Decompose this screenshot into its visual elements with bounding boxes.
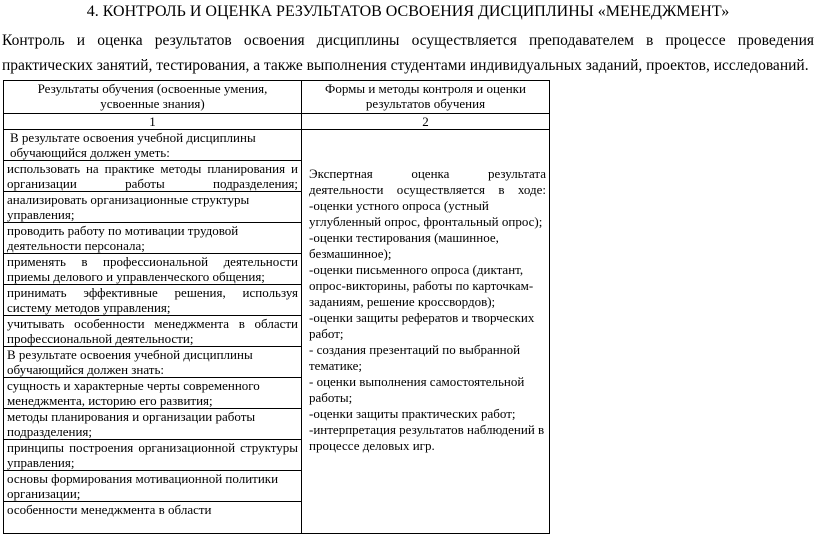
column-number-2: 2 (302, 114, 550, 130)
knowledge-item: принципы построения организационной структуры управления; (4, 440, 301, 471)
skill-item: анализировать организационные структуры управления; (4, 192, 301, 223)
skill-item: применять в профессиональной деятельности приемы делового и управленческого общения; (4, 254, 301, 285)
knowledge-item: методы планирования и организации работы подразделения; (4, 409, 301, 440)
skill-item: проводить работу по мотивации трудовой деятельности персонала; (4, 223, 301, 254)
method-item: - создания презентаций по выбранной тематике; (309, 342, 521, 373)
table-header-row (4, 81, 550, 114)
methods-cell (302, 130, 550, 534)
column-number-1: 1 (4, 114, 302, 130)
method-item: -интерпретация результатов наблюдений в процессе деловых игр. (309, 422, 545, 453)
intro-line-1: Контроль и оценка результатов освоения дисциплины осуществляется преподавателем в процессе проведения (2, 32, 814, 49)
results-cell (4, 130, 302, 534)
method-item: -оценки письменного опроса (диктант, опрос-викторины, работы по карточкам-заданиям, решение кроссвордов); (309, 262, 534, 309)
method-item: -оценки тестирования (машинное, безмашинное); (309, 230, 499, 261)
method-item: - оценки выполнения самостоятельной работы; (309, 374, 525, 405)
table-number-row (4, 114, 550, 130)
knowledge-intro: В результате освоения учебной дисциплины обучающийся должен знать: (4, 347, 301, 378)
knowledge-item: особенности менеджмента в области (7, 502, 212, 517)
skill-item: принимать эффективные решения, используя систему методов управления; (4, 285, 301, 316)
knowledge-item: основы формирования мотивационной политики организации; (4, 471, 301, 502)
header-methods: Формы и методы контроля и оценки результатов обучения (302, 81, 550, 114)
header-results: Результаты обучения (освоенные умения, усвоенные знания) (4, 81, 302, 114)
method-item: -оценки защиты рефератов и творческих работ; (309, 310, 535, 341)
table-body-row (4, 130, 550, 534)
skill-item: использовать на практике методы планирования и организации работы подразделения; (4, 161, 301, 192)
knowledge-item: сущность и характерные черты современного менеджмента, историю его развития; (4, 378, 301, 409)
section-heading: 4. КОНТРОЛЬ И ОЦЕНКА РЕЗУЛЬТАТОВ ОСВОЕНИЯ ДИСЦИПЛИНЫ «МЕНЕДЖМЕНТ» (86, 3, 730, 20)
method-item: -оценки устного опроса (устный углубленный опрос, фронтальный опрос); (309, 198, 543, 229)
skills-intro: В результате освоения учебной дисциплины обучающийся должен уметь: (4, 130, 301, 161)
assessment-table (3, 80, 550, 534)
intro-paragraph (2, 28, 814, 78)
intro-line-2: практических занятий, тестирования, а также выполнения студентами индивидуальных заданий, проектов, исследований. (2, 57, 809, 74)
skill-item: учитывать особенности менеджмента в области профессиональной деятельности; (4, 316, 301, 347)
method-item: -оценки защиты практических работ; (309, 406, 516, 421)
methods-intro: Экспертная оценка результата деятельности осуществляется в ходе: (309, 166, 546, 197)
